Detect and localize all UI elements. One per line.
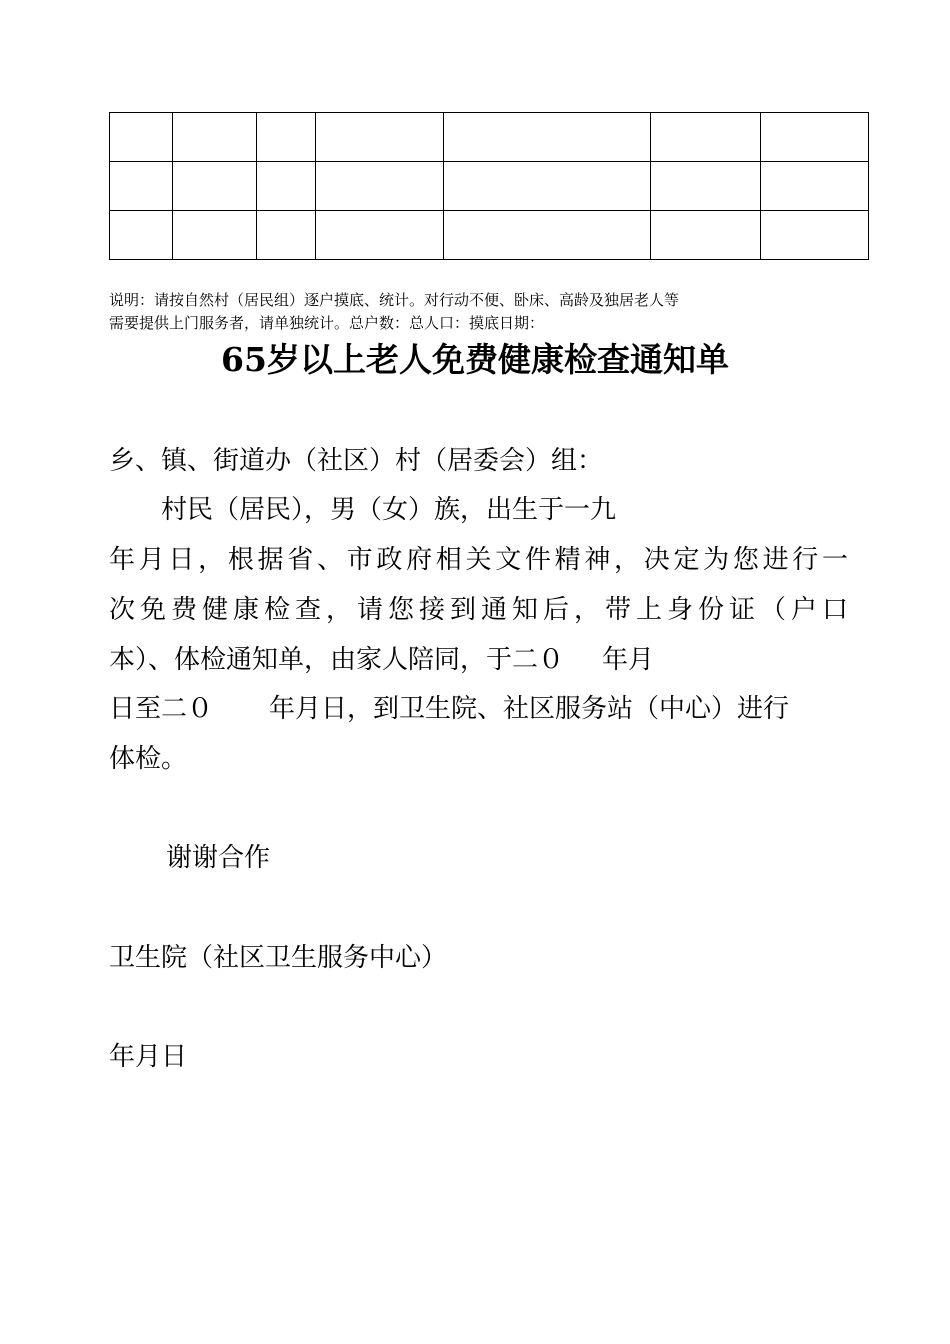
table-cell <box>173 211 257 260</box>
survey-table <box>109 112 869 260</box>
table-cell <box>444 113 651 162</box>
table-cell <box>761 211 869 260</box>
notice-body-line-5: 体检。 <box>109 744 188 774</box>
table-cell <box>316 162 444 211</box>
table-cell <box>110 113 173 162</box>
table-cell <box>651 211 761 260</box>
table-cell <box>761 113 869 162</box>
notice-body-line-3-part-b: 年月 <box>602 645 655 675</box>
table-cell <box>257 113 316 162</box>
notice-body-line-4 <box>109 691 789 727</box>
table-cell <box>173 113 257 162</box>
notice-body-line-1: 年月日，根据省、市政府相关文件精神，决定为您进行一 <box>109 545 848 575</box>
notice-body-line-4-part-a: 日至二０ <box>109 694 214 724</box>
table-cell <box>173 162 257 211</box>
survey-note-line-1: 说明：请按自然村（居民组）逐户摸底、统计。对行动不便、卧床、高龄及独居老人等 <box>109 291 680 309</box>
notice-body-line-4-part-b: 年月日，到卫生院、社区服务站（中心）进行 <box>269 694 790 724</box>
table-cell <box>761 162 869 211</box>
table-cell <box>110 211 173 260</box>
table-row <box>110 113 869 162</box>
table-cell <box>316 211 444 260</box>
table-row <box>110 211 869 260</box>
notice-date: 年月日 <box>109 1042 188 1072</box>
table-cell <box>257 162 316 211</box>
table-cell <box>651 113 761 162</box>
table-cell <box>257 211 316 260</box>
survey-table-body <box>110 113 869 260</box>
notice-body-line-2: 次免费健康检查，请您接到通知后，带上身份证（户口 <box>109 595 848 625</box>
notice-thanks: 谢谢合作 <box>166 843 271 873</box>
table-cell <box>444 162 651 211</box>
notice-title: 65岁以上老人免费健康检查通知单 <box>221 340 729 379</box>
table-cell <box>651 162 761 211</box>
table-row <box>110 162 869 211</box>
survey-note-line-2: 需要提供上门服务者，请单独统计。总户数：总人口：摸底日期： <box>109 314 545 332</box>
table-cell <box>444 211 651 260</box>
notice-body-line-3-part-a: 本）、体检通知单，由家人陪同，于二０ <box>109 645 565 675</box>
notice-body-line-3 <box>109 642 654 678</box>
notice-villager-line: 村民（居民），男（女）族，出生于一九 <box>161 495 617 525</box>
table-cell <box>316 113 444 162</box>
notice-address-line: 乡、镇、街道办（社区）村（居委会）组： <box>109 446 604 476</box>
notice-signature: 卫生院（社区卫生服务中心） <box>109 943 448 973</box>
table-cell <box>110 162 173 211</box>
